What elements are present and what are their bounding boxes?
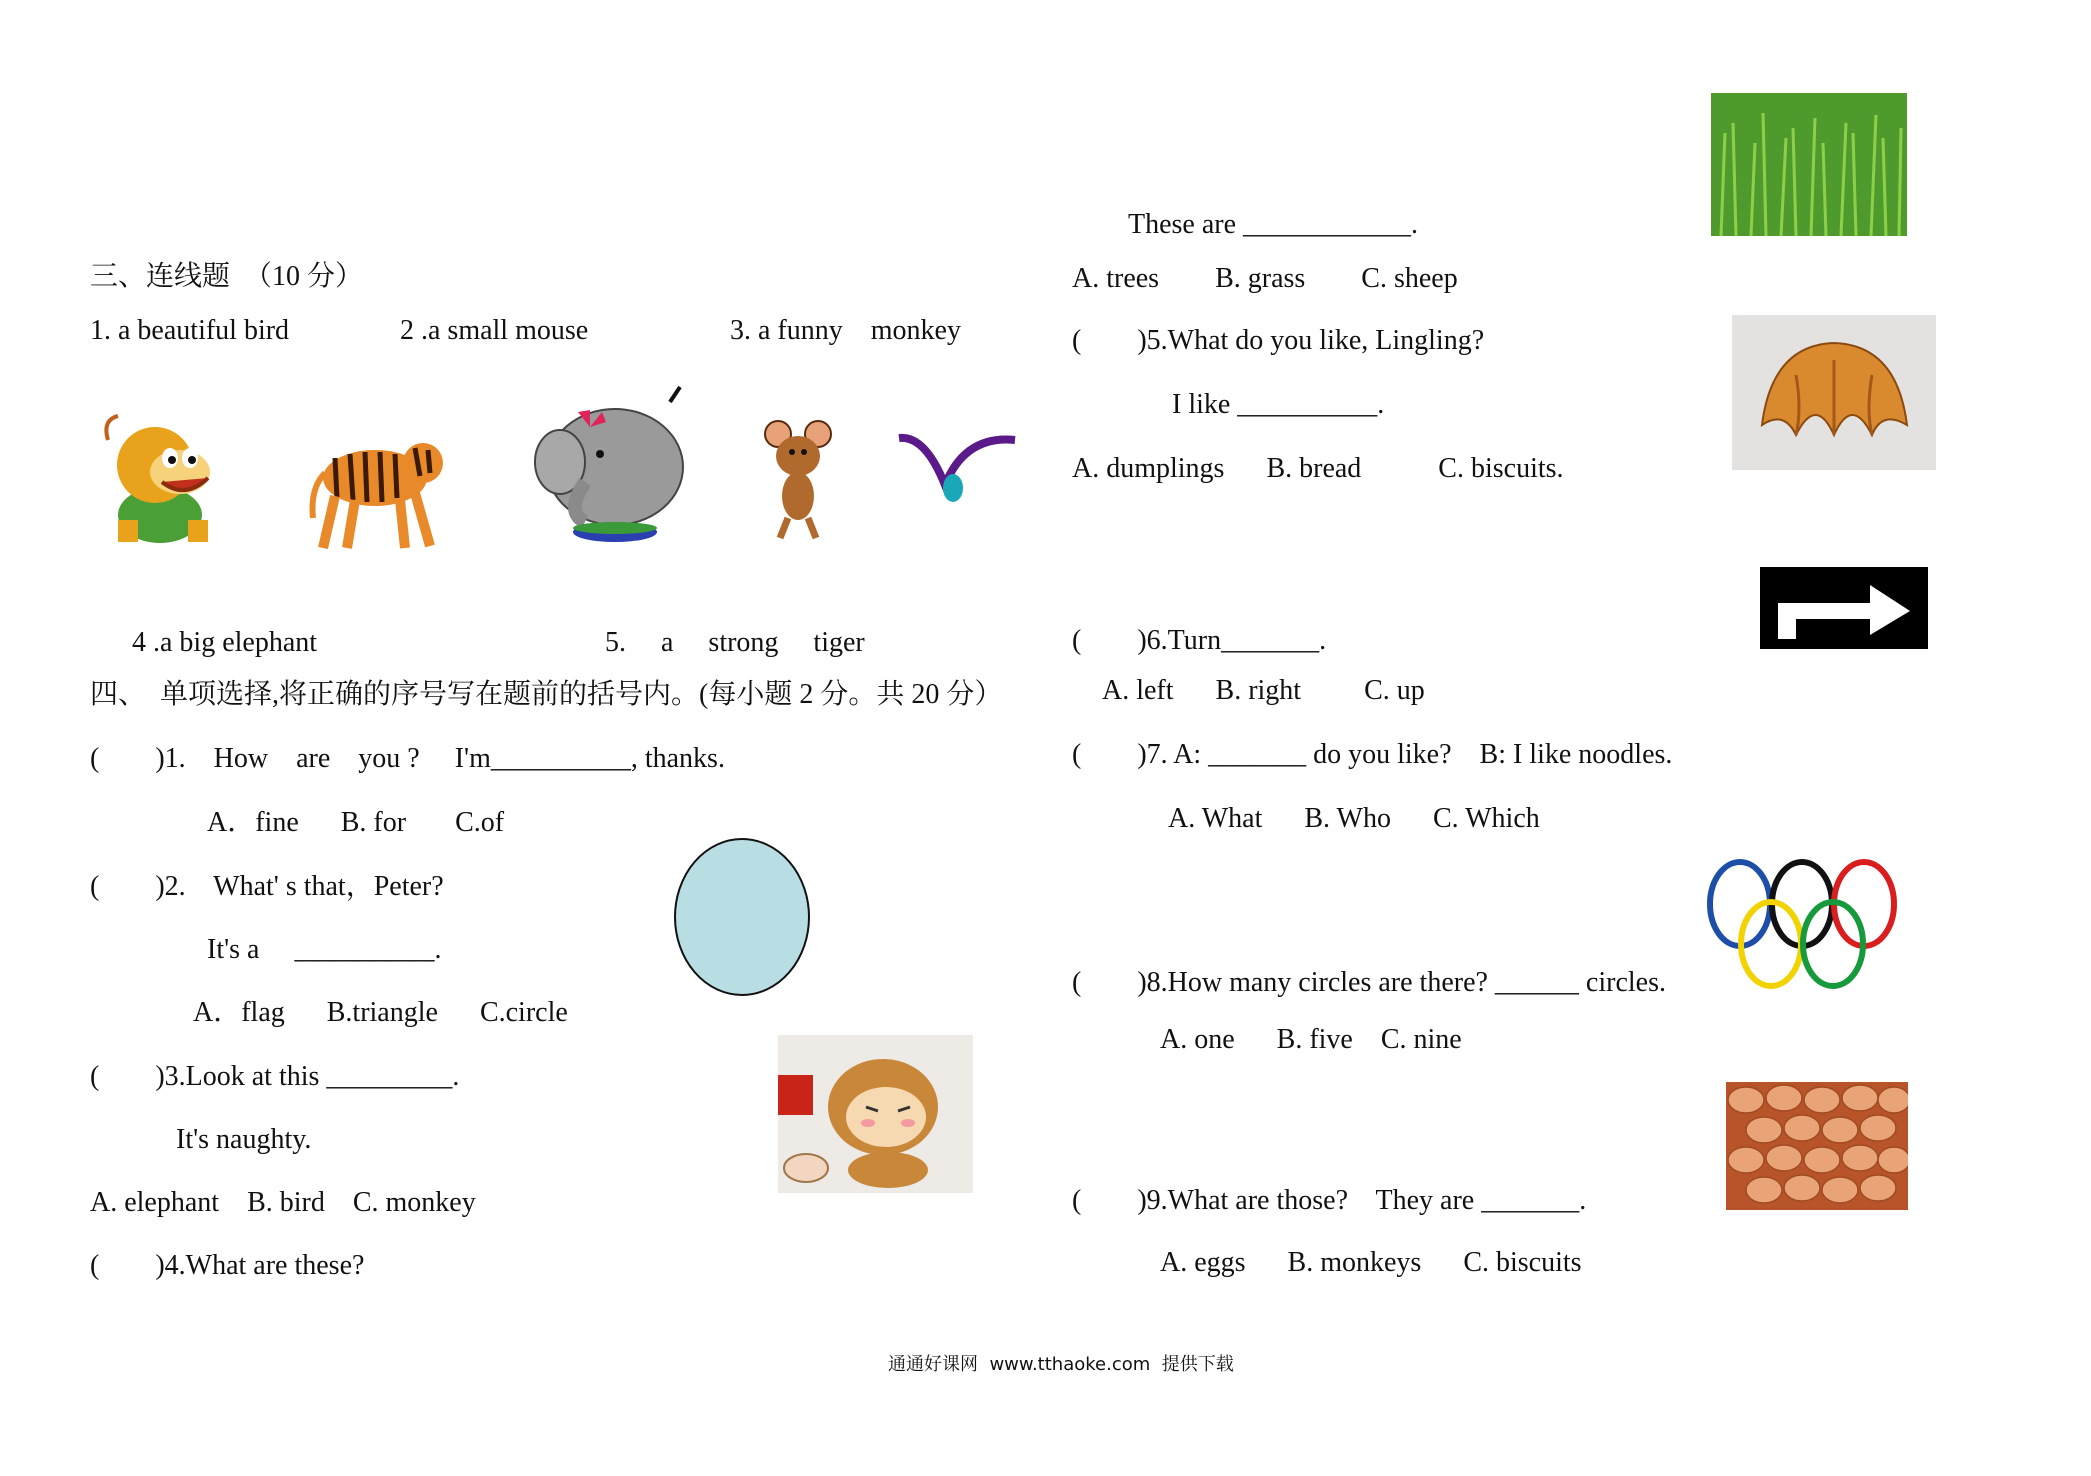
q3-answer: It's naughty. [176, 1124, 312, 1155]
q2-options: A．flag B.triangle C.circle [193, 997, 568, 1028]
q4-answer: These are ____________. [1128, 209, 1419, 240]
q5-options: A. dumplings B. bread C. biscuits. [1072, 453, 1564, 484]
bread-picture [1732, 315, 1936, 470]
q1-stem: ( )1. How are you ? I'm__________, thanks. [90, 743, 725, 774]
section3-heading: 三、连线题 （10 分） [90, 261, 364, 292]
q7-stem: ( )7. A: _______ do you like? B: I like noodles. [1072, 739, 1673, 770]
q8-stem: ( )8.How many circles are there? ______ circles. [1072, 967, 1666, 998]
circle-picture [670, 835, 815, 1000]
section4-heading: 四、 单项选择,将正确的序号写在题前的括号内。(每小题 2 分。共 20 分） [90, 679, 1003, 710]
match-item-4: 4 .a big elephant [132, 627, 318, 658]
q3-options: A. elephant B. bird C. monkey [90, 1187, 476, 1218]
q4-options: A. trees B. grass C. sheep [1072, 263, 1458, 294]
q9-stem: ( )9.What are those? They are _______. [1072, 1185, 1587, 1216]
q6-options: A. left B. right C. up [1102, 675, 1425, 706]
q5-stem: ( )5.What do you like, Lingling? [1072, 325, 1485, 356]
q6-stem: ( )6.Turn_______. [1072, 625, 1327, 656]
bird-picture [895, 430, 1020, 505]
q5-answer: I like __________. [1172, 389, 1385, 420]
q2-answer: It's a __________. [207, 934, 442, 965]
match-item-2: 2 .a small mouse [400, 315, 589, 346]
tiger-picture [305, 418, 450, 553]
olympic-rings-picture [1705, 852, 1900, 997]
eggs-picture [1726, 1082, 1908, 1210]
match-item-5: 5. a strong tiger [605, 627, 865, 658]
mouse-picture [760, 418, 840, 543]
q7-options: A. What B. Who C. Which [1168, 803, 1540, 834]
arrow-sign-picture [1760, 567, 1928, 649]
q1-options: A．fine B. for C.of [207, 807, 505, 838]
monkey-picture [100, 410, 230, 545]
naughty-monkey-picture [778, 1035, 973, 1193]
q9-options: A. eggs B. monkeys C. biscuits [1160, 1247, 1582, 1278]
q2-stem: ( )2. What' s that，Peter? [90, 871, 444, 902]
grass-picture [1711, 93, 1907, 236]
q4-stem: ( )4.What are these? [90, 1250, 365, 1281]
footer-source: 通通好课网 www.tthaoke.com 提供下载 [888, 1354, 1234, 1375]
elephant-picture [530, 382, 695, 550]
q8-options: A. one B. five C. nine [1160, 1024, 1462, 1055]
q3-stem: ( )3.Look at this _________. [90, 1061, 460, 1092]
match-item-3: 3. a funny monkey [730, 315, 961, 346]
match-item-1: 1. a beautiful bird [90, 315, 290, 346]
